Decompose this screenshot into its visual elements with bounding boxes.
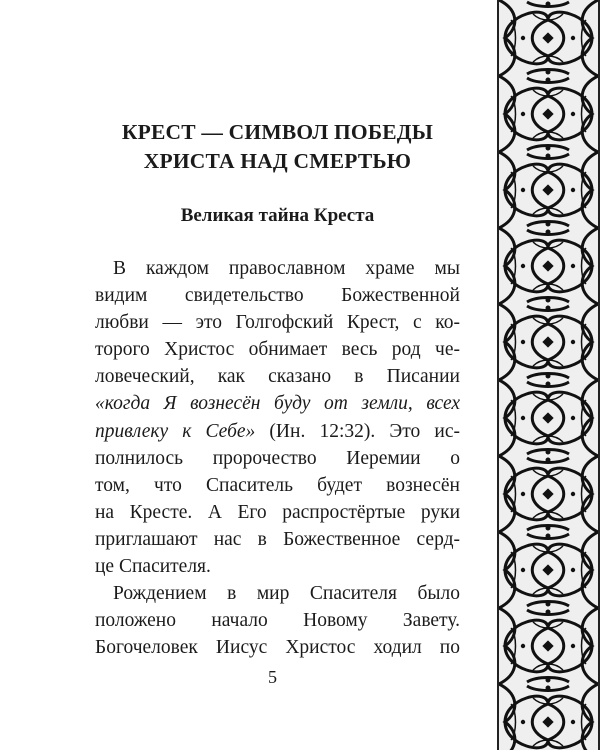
p1-line-12: це Спасителя. [95,556,211,578]
p1-line-5: ловеческий, как сказано в Писании [95,366,460,388]
ornamental-border [497,0,600,750]
page-number: 5 [268,667,277,687]
p1-line-4: торого Христос обнимает весь род че- [95,339,460,361]
p1-reference: (Ин. 12:32). Это ис- [255,420,460,442]
p1-line-10: на Кресте. А Его распростёртые руки [95,501,460,523]
title-line-1: КРЕСТ — СИМВОЛ ПОБЕДЫ [121,120,434,144]
chapter-title [95,118,460,176]
p2-line-3: Богочеловек Иисус Христос ходил по [95,637,460,659]
p1-line-9: том, что Спаситель будет вознесён [95,474,460,496]
p1-line-2: видим свидетельство Божественной [95,285,460,307]
title-line-2: ХРИСТА НАД СМЕРТЬЮ [143,149,412,173]
p2-line-2: положено начало Новому Завету. [95,610,460,632]
ornament-pattern-icon [497,0,600,750]
p1-line-6-quote: «когда Я вознесён буду от земли, всех [95,393,460,415]
p1-line-3: любви — это Голгофский Крест, с ко- [95,312,460,334]
text-block [95,118,460,661]
body-text [95,255,460,661]
p1-line-8: полнилось пророчество Иеремии о [95,447,460,469]
p1-line-11: приглашают нас в Божественное серд- [95,528,460,550]
p1-line-1: В каждом православном храме мы [113,258,460,279]
p2-line-1: Рождением в мир Спасителя было [113,583,460,605]
p1-quote-end: привлеку к Себе» [95,420,256,442]
p1-line-7 [95,418,460,445]
section-subtitle: Великая тайна Креста [180,205,375,226]
